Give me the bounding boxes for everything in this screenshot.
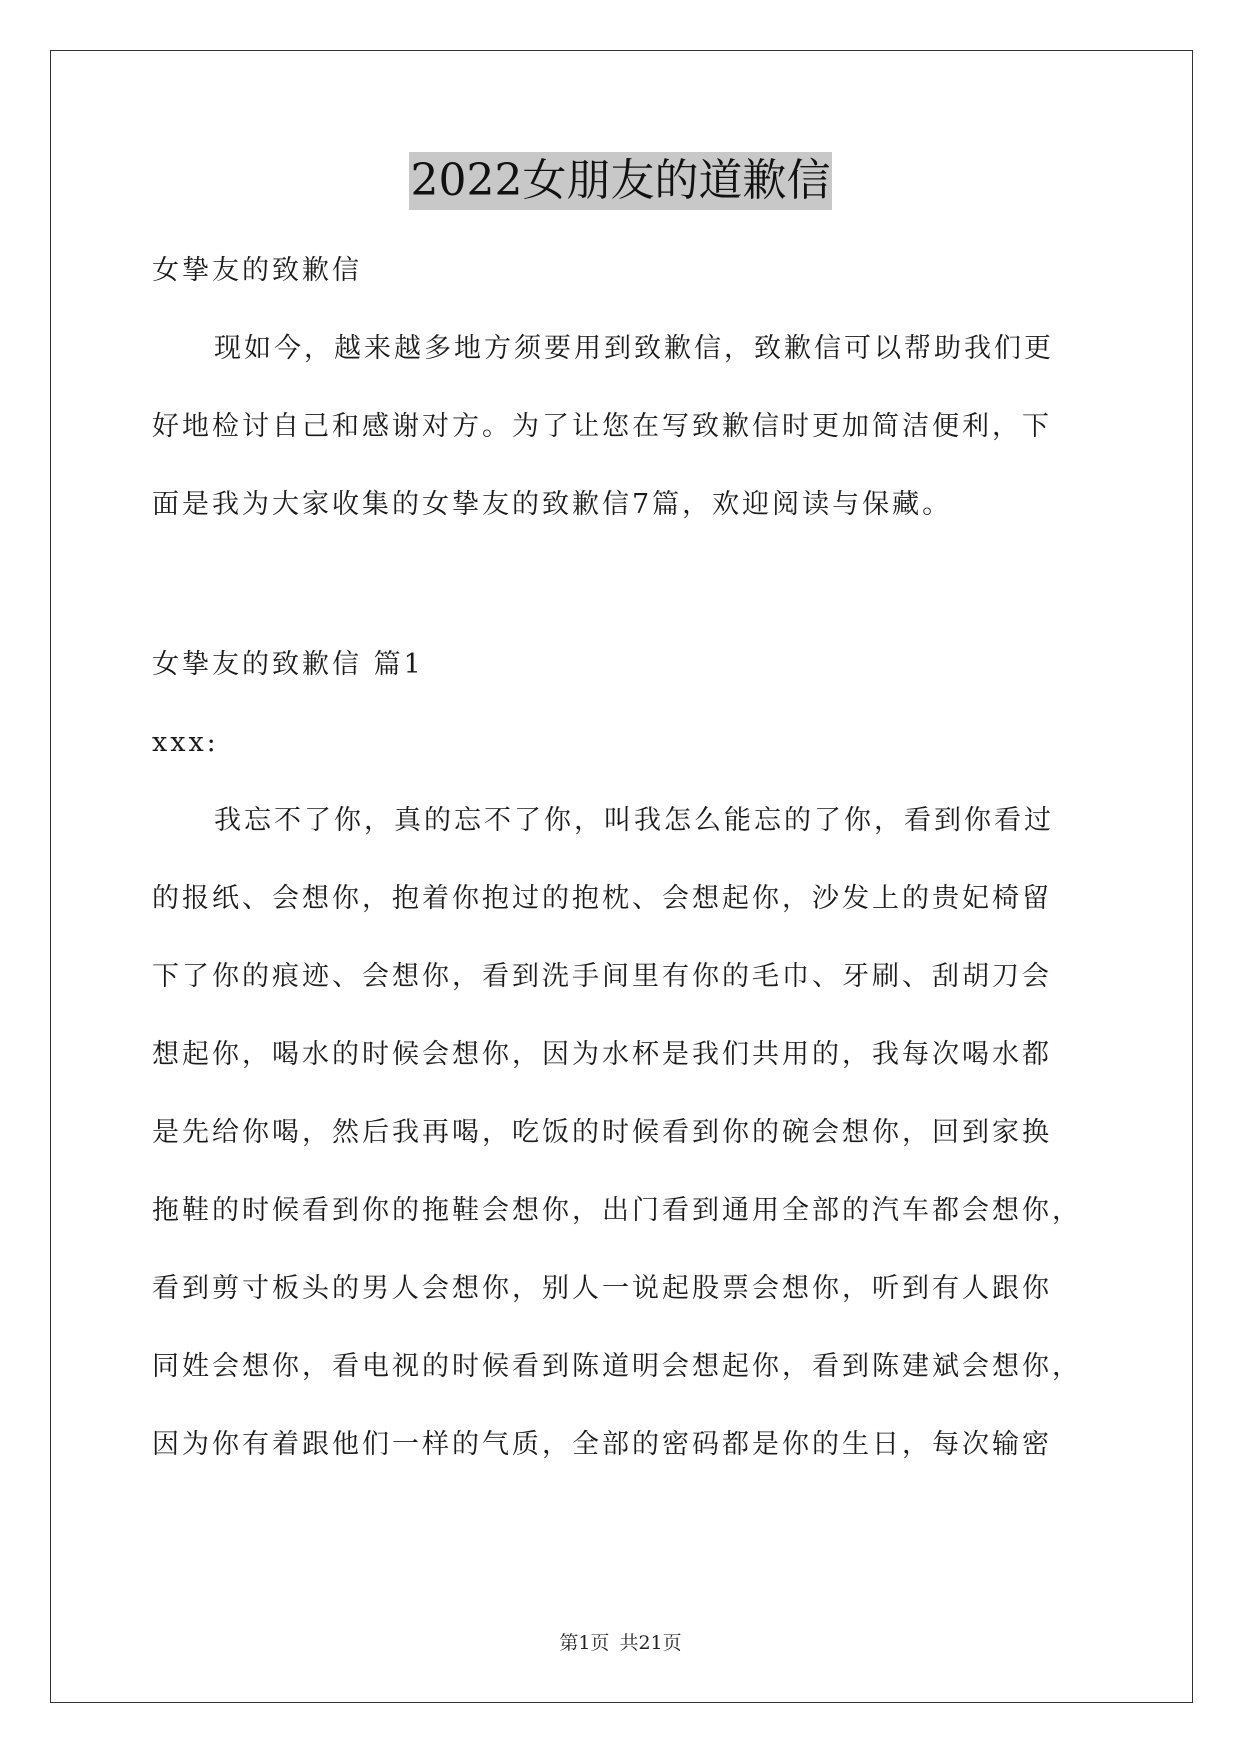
body-line: 因为你有着跟他们一样的气质，全部的密码都是你的生日，每次输密	[152, 1429, 1052, 1460]
body-line: 拖鞋的时候看到你的拖鞋会想你，出门看到通用全部的汽车都会想你，	[152, 1195, 1082, 1226]
title-container	[0, 152, 1241, 210]
body-line: 的报纸、会想你，抱着你抱过的抱枕、会想起你，沙发上的贵妃椅留	[152, 883, 1052, 914]
salutation: xxx:	[152, 727, 219, 758]
subtitle: 女挚友的致歉信	[152, 255, 362, 286]
body-line: 是先给你喝，然后我再喝，吃饭的时候看到你的碗会想你，回到家换	[152, 1117, 1052, 1148]
intro-line: 好地检讨自己和感谢对方。为了让您在写致歉信时更加简洁便利，下	[152, 411, 1052, 442]
page-footer: 第1页 共21页	[559, 1632, 682, 1654]
body-line: 下了你的痕迹、会想你，看到洗手间里有你的毛巾、牙刷、刮胡刀会	[152, 961, 1052, 992]
paragraph-gap	[152, 544, 1102, 626]
body-line: 我忘不了你，真的忘不了你，叫我怎么能忘的了你，看到你看过	[214, 805, 1054, 836]
body-line: 看到剪寸板头的男人会想你，别人一说起股票会想你，听到有人跟你	[152, 1273, 1052, 1304]
body-line: 想起你，喝水的时候会想你，因为水杯是我们共用的，我每次喝水都	[152, 1039, 1052, 1070]
body-line: 同姓会想你，看电视的时候看到陈道明会想起你，看到陈建斌会想你，	[152, 1351, 1082, 1382]
document-title: 2022女朋友的道歉信	[409, 152, 833, 210]
intro-line: 现如今，越来越多地方须要用到致歉信，致歉信可以帮助我们更	[214, 333, 1054, 364]
document-body	[152, 232, 1102, 1484]
intro-line: 面是我为大家收集的女挚友的致歉信7篇，欢迎阅读与保藏。	[152, 489, 953, 520]
section-heading: 女挚友的致歉信 篇1	[152, 649, 424, 680]
